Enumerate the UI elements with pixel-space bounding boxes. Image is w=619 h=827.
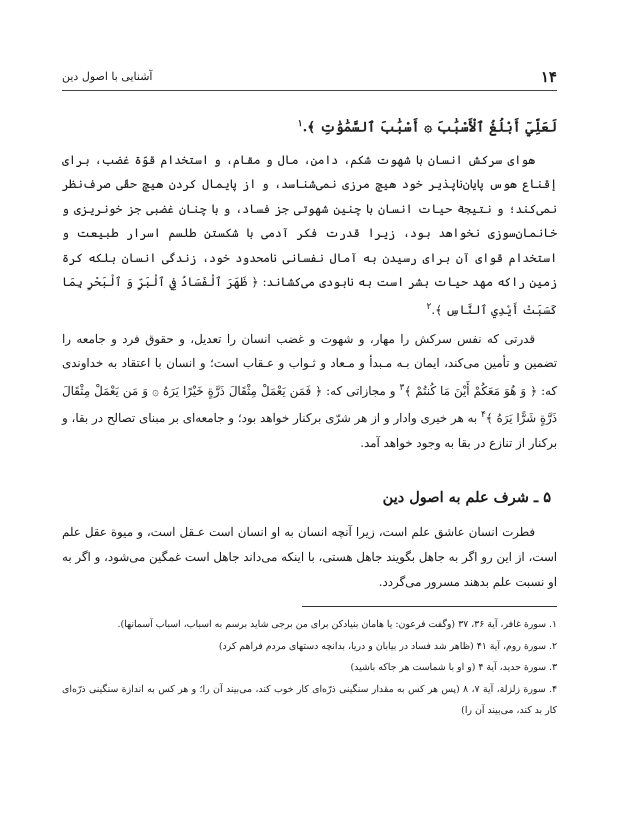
section-heading: ۵ ـ شرف علم به اصول دین xyxy=(382,489,551,507)
page-number: ۱۴ xyxy=(540,68,557,86)
running-header xyxy=(62,68,557,91)
footnotes xyxy=(62,614,557,722)
running-title: آشنایی با اصول دین xyxy=(62,70,153,83)
quran-verse-text: لَعَلِّيٓ أَبْلُغُ ٱلْأَسْبَٰبَ ۞ أَسْبَٰبَ ٱلسَّمَٰوَٰتِ ﴾. xyxy=(302,119,557,136)
paragraph-2-text-c: به هر خیری وادار و از هر شرّی برکنار خواهد بود؛ و جامعه‌ای بر مبنای تصالح در بقا، و برکنار از تنازع در بقا به وجود خواهد آمد. xyxy=(62,411,557,450)
paragraph-2-text-b: و مجازاتی که: ﴿ فَمَن يَعْمَلْ مِثْقَالَ ذَرَّةٍ خَيْرًا يَرَهُ ۞ وَ مَن يَعْمَلْ مِثْقَالَ ذَرَّةٍ شَرًّا يَرَهُ ﴾ xyxy=(62,383,558,426)
paragraph-1 xyxy=(62,148,557,323)
paragraph-2-text-a: قدرتی که نفس سرکش را مهار، و شهوت و غضب انسان را تعدیل، و حقوق فرد و جامعه را تضمین و تأمین می‌کند، ایمان بـه مـبدأ و مـعاد و ثـواب و عـقاب است؛ و انسان با اعتقاد به خداوندی که: ﴿ وَ هُوَ مَعَكُمْ أَيْنَ مَا كُنتُمْ ﴾ xyxy=(62,331,557,398)
paragraph-1-text: هوای سرکش انسان با شهوت شکم، دامن، مال و مقام، و استخدام قوّة غضب، برای إقناع هوس پایان‌ناپذیر خود هیچ مرزی نمی‌شناسد، و از پایمال کردن هیچ حقّی صرف‌نظر نمی‌کند؛ و نتیجة حیات انسان با چنین شهوتی جز فساد، و با چنان غضبی جز خونریزی و خانمان‌سوزی نخواهد بود، زیرا قدرت فکر آدمی با شکستن طلسم اسرار طبیعت و استخدام قوای آن برای رسیدن به آمال نفسانی نامحدود خود، زندگی انسان بلکه کرة زمین راکه مهد حیات بشر است به نابودی می‌کشاند: ﴿ ظَهَرَ ٱلْفَسَادُ فِي ٱلْبَرِّ وَ ٱلْبَحْرِ بِمَا كَسَبَتْ أَيْدِي ٱلنَّاسِ ﴾. xyxy=(62,152,557,317)
paragraph-2 xyxy=(62,327,557,456)
footnote-marker-3: ۳ xyxy=(399,382,405,393)
footnote-marker-1: ۱ xyxy=(297,119,303,129)
footnote-1: ۱. سورة غافر، آية ۳۶، ۳۷ (وگفت فرعون: یا هامان بنیادکن برای من برجی شاید برسم به اسباب، اسباب آسمانها). xyxy=(117,619,557,630)
section-paragraph: فطرت انسان عاشق علم است، زیرا آنچه انسان به او انسان است عـقل است، و میوة عقل علم است، از این رو اگر به جاهل بگویند جاهل هستی، با اینکه می‌داند جاهل است غمگین می‌شود، و اگر به او نسبت علم بدهند مسرور می‌گردد. xyxy=(62,525,557,589)
quran-verse-top xyxy=(62,112,557,140)
footnote-divider xyxy=(302,606,557,607)
footnote-marker-2: ۲ xyxy=(426,302,432,313)
footnote-3: ۳. سورة حدید، آية ۴ (و او با شماست هر جاکه باشید) xyxy=(350,662,557,673)
footnote-2: ۲. سورة روم، آية ۴۱ (ظاهر شد فساد در بیابان و دریا، بدانچه دستهای مردم فراهم کرد) xyxy=(218,640,557,652)
footnote-4: ۴. سورة زلزلة، آية ۷، ۸ (پس هر کس به مقدار سنگینی ذرّه‌ای کار خوب کند، می‌بیند آن را؛ و هر کس به اندازة سنگینی ذرّه‌ای کار بد کند، می‌بیند آن را) xyxy=(62,683,557,716)
main-text xyxy=(62,112,557,594)
footnote-marker-4: ۴ xyxy=(480,410,486,421)
